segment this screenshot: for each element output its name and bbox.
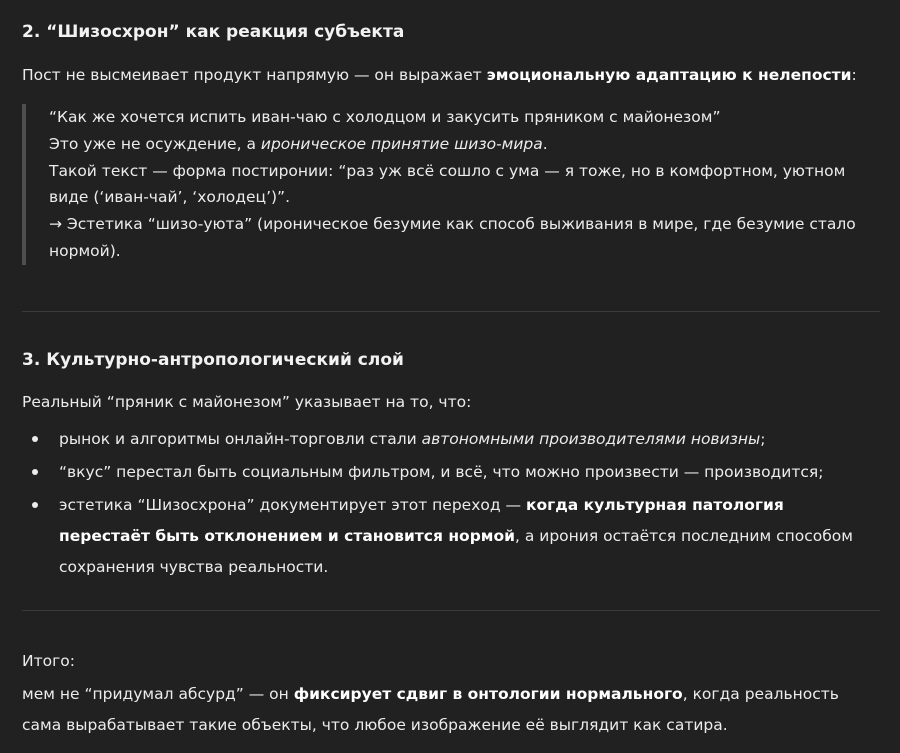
quote-line-3: Такой текст — форма постиронии: “раз уж всё сошло с ума — я тоже, но в комфортном, уютном виде (‘иван-чай’, ‘холодец’)”.	[49, 161, 846, 207]
conclusion-text-bold: фиксирует сдвиг в онтологии нормального	[293, 685, 683, 703]
bullet-1-text: рынок и алгоритмы онлайн-торговли стали	[59, 430, 422, 448]
quote-line-2-italic: ироническое принятие шизо-мира	[260, 134, 543, 153]
divider-2	[22, 610, 880, 611]
section-2-intro	[22, 62, 880, 89]
bullet-1-end: ;	[760, 430, 766, 448]
bullet-3-text: эстетика “Шизосхрона” документирует этот переход —	[59, 496, 526, 514]
quote-line-1: “Как же хочется испить иван-чаю с холодцом и закусить пряником с майонезом”	[49, 108, 721, 126]
section-2-intro-bold: эмоциональную адаптацию к нелепости	[486, 66, 852, 84]
section-3-heading: 3. Культурно-антропологический слой	[22, 350, 404, 370]
quote-line-2-end: .	[542, 134, 548, 153]
bullet-3-bold: когда культурная патология перестаёт быть отклонением и становится нормой	[59, 496, 784, 545]
conclusion-text	[22, 679, 880, 741]
conclusion-text-start: мем не “придумал абсурд” — он	[22, 685, 294, 703]
conclusion-text-end: , когда реальность сама вырабатывает такие объекты, что любое изображение её выглядит как сатира.	[22, 685, 839, 734]
list-item	[22, 490, 880, 583]
section-2-intro-end: :	[851, 66, 857, 84]
bullet-list	[22, 424, 880, 585]
blockquote	[22, 104, 867, 265]
bullet-dot	[32, 469, 38, 475]
quote-line-2-text: Это уже не осуждение, а	[49, 134, 261, 153]
bullet-1-italic: автономными производителями новизны	[421, 430, 761, 448]
quote-line-4: → Эстетика “шизо-уюта” (ироническое безумие как способ выживания в мире, где безумие стало нормой).	[49, 215, 856, 260]
bullet-2-text: “вкус” перестал быть социальным фильтром, и всё, что можно произвести — производится;	[59, 463, 824, 481]
bullet-3-end: , а ирония остаётся последним способом сохранения чувства реальности.	[59, 527, 853, 576]
conclusion-label: Итого:	[22, 652, 75, 670]
quote-line-2	[49, 131, 867, 158]
list-item	[22, 424, 880, 455]
section-2-heading: 2. “Шизосхрон” как реакция субъекта	[22, 22, 405, 42]
list-item	[22, 457, 880, 488]
section-2-intro-text: Пост не высмеивает продукт напрямую — он выражает	[22, 66, 487, 84]
section-3-intro: Реальный “пряник с майонезом” указывает на то, что:	[22, 393, 472, 411]
bullet-dot	[32, 502, 38, 508]
divider-1	[22, 311, 880, 312]
bullet-dot	[32, 436, 38, 442]
